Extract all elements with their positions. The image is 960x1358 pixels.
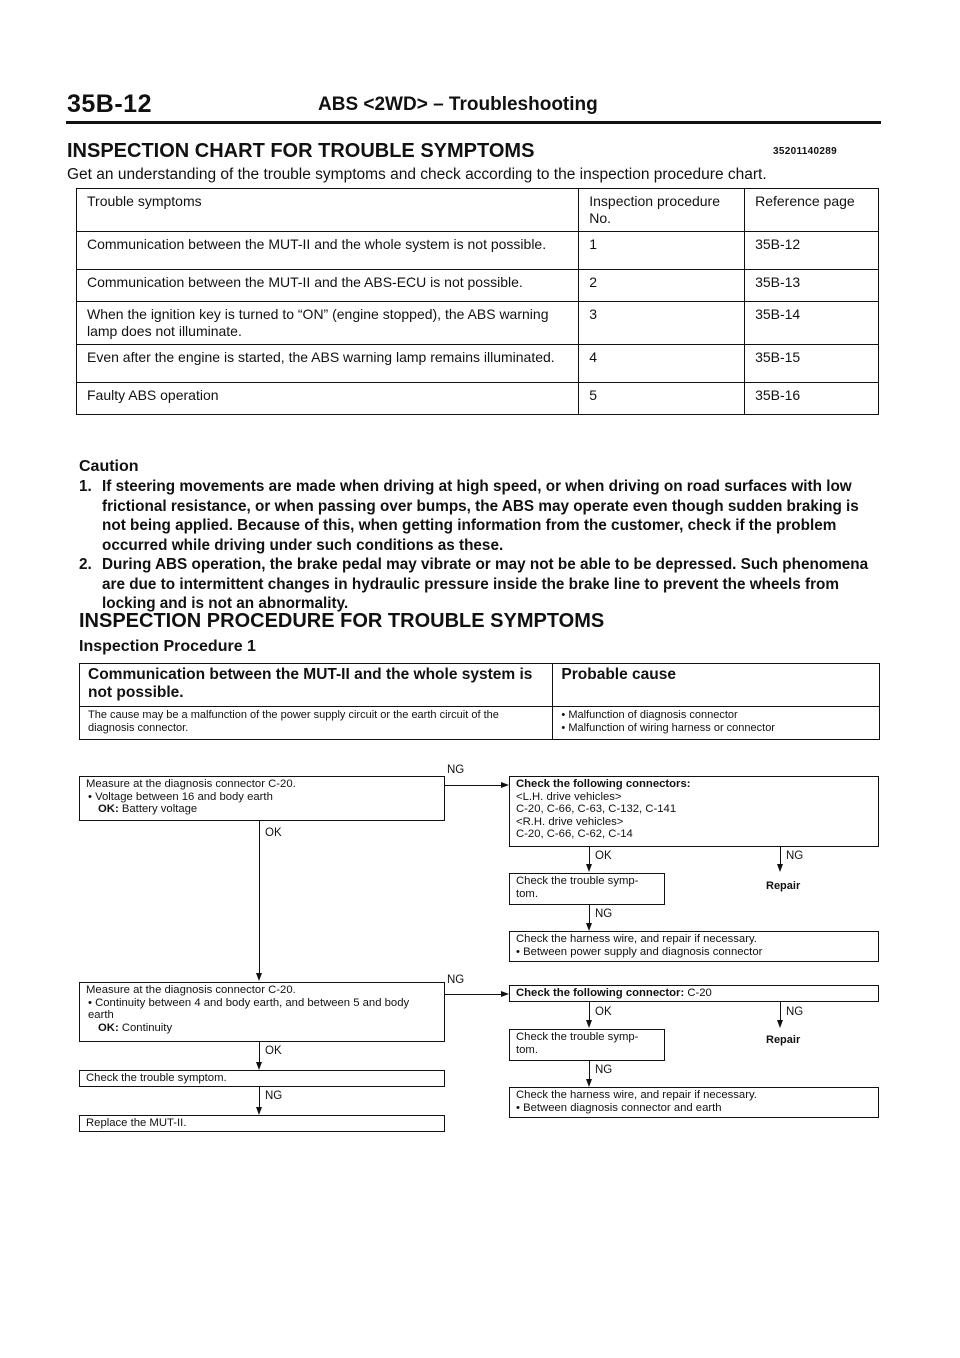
- table-row: [77, 345, 879, 383]
- connector-line: <R.H. drive vehicles>: [516, 815, 624, 828]
- ok-label: OK: [595, 850, 612, 862]
- table-row: [77, 232, 879, 270]
- ng-label: NG: [786, 850, 804, 862]
- column-header: Inspection procedure No.: [579, 189, 745, 232]
- ok-label: OK:: [98, 1021, 119, 1034]
- repair-label: Repair: [766, 880, 801, 892]
- ng-label: NG: [265, 1090, 283, 1102]
- step-condition: • Continuity between 4 and body earth, and between 5 and body earth: [88, 996, 410, 1022]
- arrow-right-icon: [501, 991, 509, 997]
- procedure-cell: 3: [579, 302, 745, 345]
- step-text: Measure at the diagnosis connector C-20.: [86, 778, 296, 790]
- flow-harness-check: [509, 931, 879, 962]
- ok-value: Continuity: [121, 1021, 173, 1034]
- flow-check-symptom: [509, 873, 665, 905]
- flow-connector: [445, 785, 501, 786]
- ng-label: NG: [595, 908, 613, 920]
- flow-connector: [589, 847, 590, 864]
- flow-step-measure-voltage: [79, 776, 445, 821]
- flow-connector: [259, 1087, 260, 1107]
- column-header: Trouble symptoms: [77, 189, 579, 232]
- column-header: Reference page: [745, 189, 879, 232]
- flow-connector: [780, 847, 781, 864]
- ng-label: NG: [786, 1006, 804, 1018]
- procedure-subtitle: Inspection Procedure 1: [79, 638, 256, 655]
- caution-item: [79, 555, 881, 614]
- step-text: Check the harness wire, and repair if necessary.: [516, 933, 757, 945]
- procedure-cell: 1: [579, 232, 745, 270]
- symptom-cell: Communication between the MUT-II and the whole system is not possible.: [77, 232, 579, 270]
- page-cell: 35B-15: [745, 345, 879, 383]
- caution-number: 2.: [79, 556, 92, 573]
- flow-connector: [589, 1061, 590, 1079]
- flow-connector: [445, 994, 501, 995]
- flow-connector: [780, 1002, 781, 1020]
- section-title: ABS <2WD> – Troubleshooting: [318, 94, 598, 115]
- page-cell: 35B-14: [745, 302, 879, 345]
- ng-label: NG: [595, 1064, 613, 1076]
- symptom-cell: Faulty ABS operation: [77, 383, 579, 415]
- symptom-cell: Communication between the MUT-II and the ABS-ECU is not possible.: [77, 270, 579, 302]
- symptom-heading: Communication between the MUT-II and the whole system is not possible.: [80, 664, 553, 707]
- caution-number: 1.: [79, 478, 92, 495]
- flow-replace: [79, 1115, 445, 1132]
- arrow-down-icon: [256, 973, 262, 981]
- ok-label: OK: [265, 1045, 282, 1057]
- connector-line: C-20, C-66, C-63, C-132, C-141: [516, 803, 677, 816]
- arrow-down-icon: [256, 1107, 262, 1115]
- flow-harness-check: [509, 1087, 879, 1118]
- table-header-row: [77, 189, 879, 232]
- inspection-chart-title: INSPECTION CHART FOR TROUBLE SYMPTOMS: [67, 140, 535, 162]
- ok-value: Battery voltage: [121, 803, 198, 816]
- procedure-cell: 2: [579, 270, 745, 302]
- page-cell: 35B-16: [745, 383, 879, 415]
- step-condition: • Voltage between 16 and body earth: [88, 790, 273, 803]
- ok-label: OK: [595, 1006, 612, 1018]
- flow-connector: [589, 905, 590, 923]
- procedure-title: INSPECTION PROCEDURE FOR TROUBLE SYMPTOMS: [79, 610, 605, 632]
- page-number: 35B-12: [67, 90, 152, 118]
- arrow-down-icon: [586, 1020, 592, 1028]
- flow-connector: [589, 1002, 590, 1020]
- ng-label: NG: [447, 974, 465, 986]
- step-text: Check the trouble symp-tom.: [516, 875, 639, 900]
- step-text: Check the harness wire, and repair if necessary.: [516, 1089, 757, 1101]
- flow-check-symptom: [509, 1029, 665, 1061]
- connector-value: C-20: [687, 987, 712, 999]
- step-condition: • Between power supply and diagnosis connector: [516, 945, 763, 958]
- doc-code: 35201140289: [773, 146, 837, 157]
- page-cell: 35B-13: [745, 270, 879, 302]
- arrow-down-icon: [586, 864, 592, 872]
- flow-connector: [259, 821, 260, 973]
- symptom-table: [76, 188, 879, 415]
- header-rule: [66, 121, 881, 124]
- step-text: Check the trouble symptom.: [86, 1072, 227, 1084]
- ng-label: NG: [447, 764, 465, 776]
- flow-check-connector: [509, 985, 879, 1002]
- arrow-down-icon: [777, 1020, 783, 1028]
- table-row: [77, 302, 879, 345]
- arrow-down-icon: [777, 864, 783, 872]
- table-row: [77, 270, 879, 302]
- check-title: Check the following connectors:: [516, 778, 691, 790]
- step-condition: • Between diagnosis connector and earth: [516, 1101, 722, 1114]
- check-title: Check the following connector:: [516, 987, 685, 999]
- arrow-right-icon: [501, 782, 509, 788]
- procedure-cell: 5: [579, 383, 745, 415]
- step-text: Measure at the diagnosis connector C-20.: [86, 984, 296, 996]
- flow-connector: [259, 1042, 260, 1062]
- arrow-down-icon: [586, 1079, 592, 1087]
- flow-step-measure-continuity: [79, 982, 445, 1042]
- cause-list: [553, 707, 880, 740]
- cause-heading: Probable cause: [553, 664, 880, 707]
- arrow-down-icon: [586, 923, 592, 931]
- caution-item: [79, 477, 881, 555]
- caution-title: Caution: [79, 458, 139, 475]
- intro-text: Get an understanding of the trouble symptoms and check according to the inspection procedure chart.: [67, 166, 767, 183]
- symptom-cell: When the ignition key is turned to “ON” (engine stopped), the ABS warning lamp does not illuminate.: [77, 302, 579, 345]
- procedure-cell: 4: [579, 345, 745, 383]
- flow-check-connectors: [509, 776, 879, 847]
- table-row: [77, 383, 879, 415]
- flow-check-symptom: [79, 1070, 445, 1087]
- caution-text: If steering movements are made when driving at high speed, or when driving on road surfaces with low frictional resistance, or when passing over bumps, the ABS may operate even though sudden braking is not being applied. Because of this, when getting information from the customer, check if the problem occurred while driving under such conditions as these.: [102, 478, 859, 554]
- ok-label: OK: [265, 827, 282, 839]
- cause-item: • Malfunction of wiring harness or connector: [561, 722, 775, 734]
- connector-line: <L.H. drive vehicles>: [516, 790, 622, 803]
- step-text: Check the trouble symp-tom.: [516, 1031, 639, 1056]
- cause-item: • Malfunction of diagnosis connector: [561, 709, 738, 721]
- cause-description: The cause may be a malfunction of the power supply circuit or the earth circuit of the diagnosis connector.: [80, 707, 553, 740]
- page-cell: 35B-12: [745, 232, 879, 270]
- connector-line: C-20, C-66, C-62, C-14: [516, 828, 633, 841]
- symptom-cell: Even after the engine is started, the ABS warning lamp remains illuminated.: [77, 345, 579, 383]
- ok-label: OK:: [98, 803, 119, 816]
- arrow-down-icon: [256, 1062, 262, 1070]
- step-text: Replace the MUT-II.: [86, 1117, 187, 1129]
- caution-text: During ABS operation, the brake pedal may vibrate or may not be able to be depressed. Such phenomena are due to intermittent changes in hydraulic pressure inside the brake line to prevent the wheels from locking and is not an abnormality.: [102, 556, 869, 612]
- procedure-table: [79, 663, 880, 740]
- repair-label: Repair: [766, 1034, 801, 1046]
